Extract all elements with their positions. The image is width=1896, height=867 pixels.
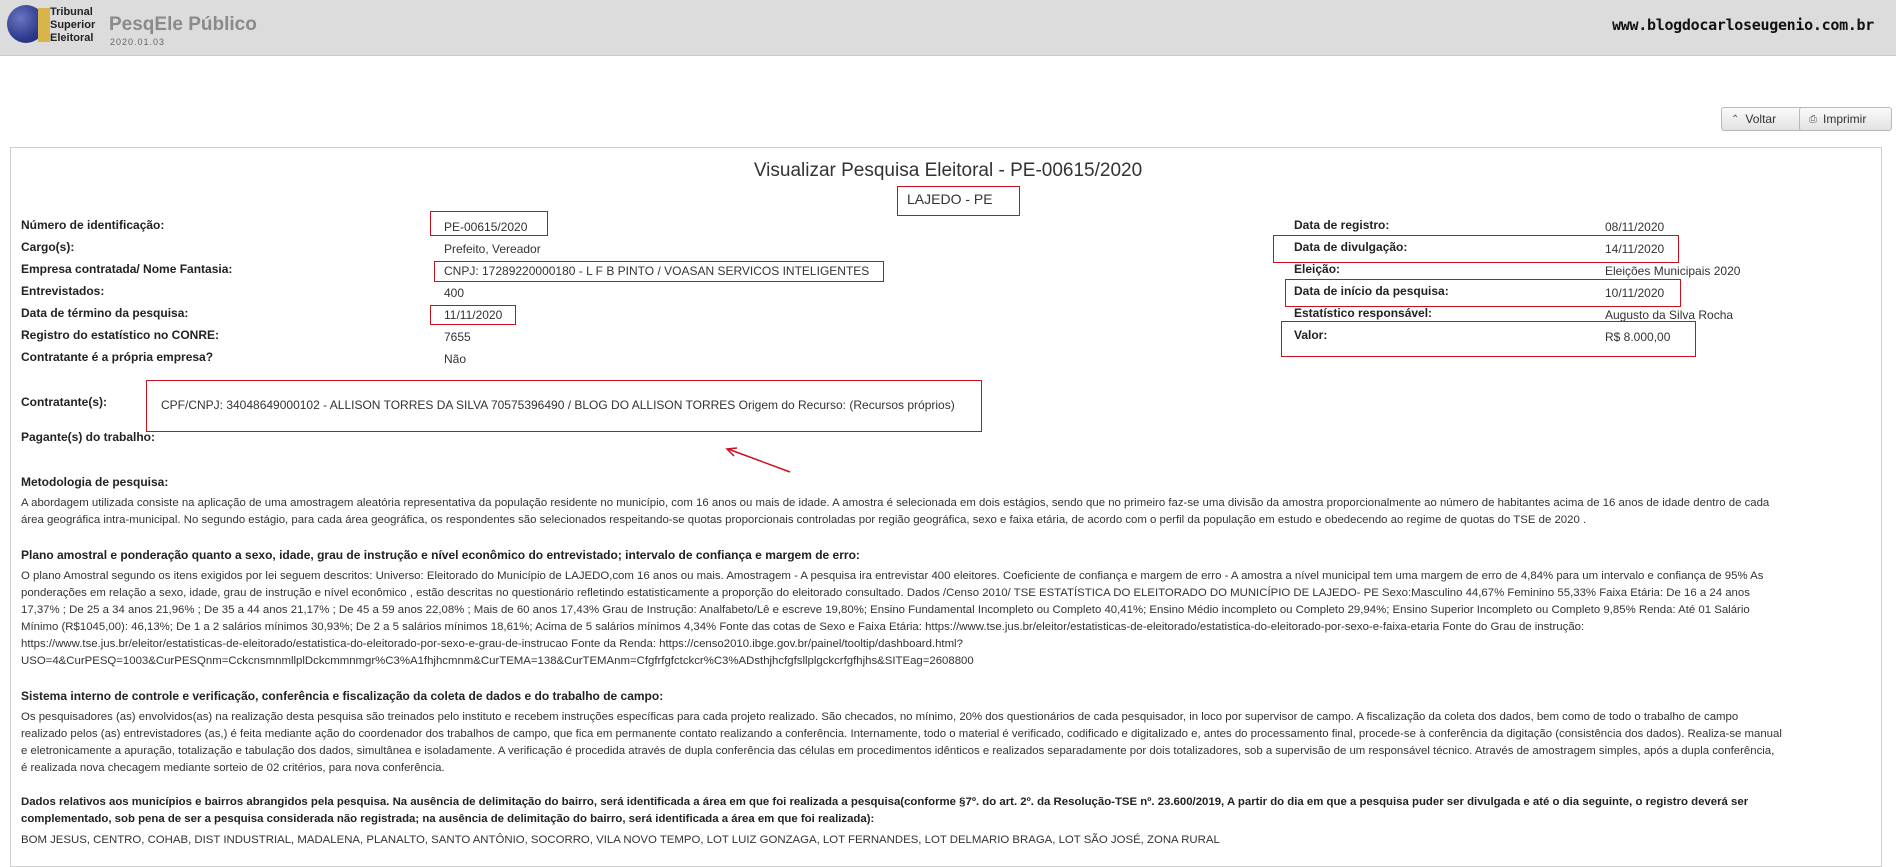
city-label: LAJEDO - PE: [897, 186, 1020, 216]
highlight-box-data-termino: [430, 305, 516, 325]
text-line: Mínimo (R$1045,00): 46,13%; De 1 a 2 salários mínimos 30,93%; De 2 a 5 salários mínimos 18,61%; Acima de 5 salários mínimos 4,34% Fonte das cotas de Sexo e Faixa Etária: https://www.tse.jus.br/eleitor/estatisticas-de-eleitorado/estatistica-do-eleitorado-por-sexo-e-faixa-etaria Fonte do Grau de instrução:: [21, 621, 1585, 633]
field-label-eleicao: Eleição:: [1294, 262, 1341, 276]
text-line: A abordagem utilizada consiste na aplicação de uma amostragem aleatória representativa da população residente no município, com 16 anos ou mais de idade. A amostra é selecionada em dois estágios, sendo que no primeiro faz-se uma divisão da amostra proporcionalmente ao número de habitantes acima de 16 anos de idade dentro de cada: [21, 497, 1770, 509]
text-line: complementado, sob pena de ser a pesquisa considerada não registrada; na ausência de delimitação do bairro, será identificada a área em que foi realizada):: [21, 813, 875, 825]
text-line: Dados relativos aos municípios e bairros abrangidos pela pesquisa. Na ausência de delimitação do bairro, será identificada a área em que foi realizada a pesquisa(conforme §7º. do art. 2º. da Resolução-TSE nº. 23.600/2019, A partir do dia em que a pesquisa puder ser divulgada e até o dia seguinte, o registro deverá ser: [21, 796, 1749, 808]
app-version: 2020.01.03: [110, 37, 166, 47]
field-value-contratante-propria: Não: [444, 352, 467, 366]
text-line: área geográfica intra-municipal. No segundo estágio, para cada área geográfica, os respondentes são selecionados respeitando-se quotas proporcionais controladas por região geográfica, sexo e faixa etária, de acordo com o perfil da população em estudo e obedecendo ao regime de quotas do TSE de 2020 .: [21, 514, 1587, 526]
highlight-box-data-divulgacao: [1273, 235, 1679, 263]
field-label-data-registro: Data de registro:: [1294, 218, 1390, 232]
top-header: [0, 0, 1896, 56]
section-text-plano-amostral: [21, 568, 1877, 670]
text-line: realizado pelos (as) entrevistadores (as,) é feita mediante ação do coordenador dos trabalhos de campo, que fica em permanente contato realizando a conferência. Internamente, todo o material é verificado, codificado e digitalizado e, antes do processamento final, procede-se à conferência da digitação (consistência dos dados). Realiza-se manual: [21, 728, 1782, 740]
printer-icon: ⎙: [1809, 113, 1817, 125]
field-value-cargos: Prefeito, Vereador: [444, 242, 541, 256]
field-value-id: PE-00615/2020: [444, 220, 528, 234]
field-label-valor: Valor:: [1294, 328, 1328, 342]
back-button-label: Voltar: [1745, 112, 1777, 126]
chevron-up-icon: ⌃: [1731, 113, 1740, 125]
logo-line: Superior: [50, 19, 96, 31]
text-line: é realizada nova checagem mediante sorteio de 02 critérios, para nova conferência.: [21, 762, 445, 774]
field-label-data-divulgacao: Data de divulgação:: [1294, 240, 1408, 254]
app-title[interactable]: PesqEle Público: [109, 14, 257, 35]
field-label-cargos: Cargo(s):: [21, 240, 75, 254]
logo-line: Tribunal: [50, 6, 93, 18]
field-value-empresa: CNPJ: 17289220000180 - L F B PINTO / VOASAN SERVICOS INTELIGENTES: [444, 264, 870, 278]
text-line: ponderações em relação a sexo, idade, grau de instrução e nível econômico , estão descritas no questionário refletindo estatisticamente a proporção do eleitorado consultado. Dados /Censo 2010/ TSE ESTATÍSTICA DO ELEITORADO DO MUNICÍPIO DE LAJEDO- PE Sexo:Masculino 44,67% Feminino 55,33% Faixa Etária: De 16 a 24 anos: [21, 587, 1750, 599]
pagantes-label: Pagante(s) do trabalho:: [21, 430, 156, 444]
field-label-data-termino: Data de término da pesquisa:: [21, 306, 189, 320]
contratantes-value: CPF/CNPJ: 34048649000102 - ALLISON TORRES DA SILVA 70575396490 / BLOG DO ALLISON TORRES Origem do Recurso: (Recursos próprios): [161, 398, 955, 412]
field-label-estatistico: Estatístico responsável:: [1294, 306, 1433, 320]
field-value-data-registro: 08/11/2020: [1605, 220, 1665, 234]
highlight-box-id: [430, 211, 548, 236]
back-button[interactable]: [1721, 107, 1810, 131]
section-text-metodologia: [21, 495, 1877, 529]
field-value-conre: 7655: [444, 330, 471, 344]
section-text-controle: [21, 709, 1877, 777]
section-title-controle: Sistema interno de controle e verificação, conferência e fiscalização da coleta de dados e do trabalho de campo:: [21, 689, 664, 703]
text-line: 17,37% ; De 25 a 34 anos 21,96% ; De 35 a 44 anos 21,17% ; De 45 a 59 anos 22,08% ; Mais de 60 anos 17,43% Grau de Instrução: Analfabeto/Lê e escreve 19,80%; Ensino Fundamental Incompleto ou Completo 40,41%; Ensino Médio incompleto ou Completo 29,94%; Ensino Superior Incompleto ou Completo 9,85% Renda: Até 01 Salário: [21, 604, 1750, 616]
highlight-box-empresa: [434, 261, 884, 282]
text-line: e eletronicamente a apuração, totalização e tabulação dos dados, simultânea e isoladamente. A verificação é procedida através de dupla conferência das células em procedimentos idênticos e realizados separadamente por dois totalizadores, sob a supervisão de um responsável técnico. Através de amostragem simples, após a dupla conferência,: [21, 745, 1775, 757]
field-value-estatistico: Augusto da Silva Rocha: [1605, 308, 1734, 322]
field-label-data-inicio: Data de início da pesquisa:: [1294, 284, 1449, 298]
text-line: Os pesquisadores (as) envolvidos(as) na realização desta pesquisa são treinados pelo instituto e recebem instruções específicas para cada projeto realizado. São checados, no mínimo, 20% dos questionários de cada pesquisador, in loco por supervisor de campo. A fiscalização da coleta dos dados, bem como de todo o trabalho de campo: [21, 711, 1739, 723]
watermark: www.blogdocarloseugenio.com.br: [1612, 16, 1874, 34]
print-button[interactable]: [1799, 107, 1892, 131]
highlight-box-valor: [1281, 321, 1696, 357]
field-value-entrevistados: 400: [444, 286, 465, 300]
tse-logo-stripe: [38, 8, 50, 42]
field-label-empresa: Empresa contratada/ Nome Fantasia:: [21, 262, 233, 276]
text-line: https://www.tse.jus.br/eleitor/estatisticas-de-eleitorado/estatistica-do-eleitorado-por-sexo-e-grau-de-instrucao Fonte da Renda: https://censo2010.ibge.gov.br/painel/tooltip/dashboard.html?: [21, 638, 963, 650]
tse-logo-text: [50, 6, 95, 45]
annotation-arrow-icon: [722, 445, 794, 475]
field-value-data-termino: 11/11/2020: [444, 308, 503, 322]
field-value-data-divulgacao: 14/11/2020: [1605, 242, 1665, 256]
field-label-contratante-propria: Contratante é a própria empresa?: [21, 350, 214, 364]
field-label-conre: Registro do estatístico no CONRE:: [21, 328, 220, 342]
text-line: BOM JESUS, CENTRO, COHAB, DIST INDUSTRIAL, MADALENA, PLANALTO, SANTO ANTÔNIO, SOCORRO, VILA NOVO TEMPO, LOT LUIZ GONZAGA, LOT FERNANDES, LOT DELMARIO BRAGA, LOT SÃO JOSÉ, ZONA RURAL: [21, 834, 1220, 846]
section-title-plano-amostral: Plano amostral e ponderação quanto a sexo, idade, grau de instrução e nível econômico do entrevistado; intervalo de confiança e margem de erro:: [21, 548, 860, 562]
highlight-box-contratantes: [146, 380, 982, 432]
section-text-bairros: [21, 832, 1877, 849]
section-title-metodologia: Metodologia de pesquisa:: [21, 475, 169, 489]
field-value-data-inicio: 10/11/2020: [1605, 286, 1665, 300]
field-label-id: Número de identificação:: [21, 218, 165, 232]
print-button-label: Imprimir: [1823, 112, 1867, 126]
text-line: USO=4&CurPESQ=1003&CurPESQnm=CckcnsmnmllplDckcmmnmgr%C3%A1fhjhcmnm&CurTEMA=138&CurTEMAnm=Cfgfrfgfctckcr%C3%ADsthjhcfgfsllplgckcrfgfhjhs&SITEag=2608800: [21, 655, 974, 667]
contratantes-label: Contratante(s):: [21, 395, 107, 409]
text-line: O plano Amostral segundo os itens exigidos por lei seguem descritos: Universo: Eleitorado do Município de LAJEDO,com 16 anos ou mais. Amostragem - A pesquisa ira entrevistar 400 eleitores. Coeficiente de confiança e margem de erro - A amostra a nível municipal tem uma margem de erro de 4,84% para um intervalo e confiança de 95% As: [21, 570, 1764, 582]
field-value-eleicao: Eleições Municipais 2020: [1605, 264, 1741, 278]
section-title-bairros: [21, 794, 1877, 828]
page-title: Visualizar Pesquisa Eleitoral - PE-00615/2020: [753, 160, 1143, 181]
field-value-valor: R$ 8.000,00: [1605, 330, 1671, 344]
highlight-box-data-inicio: [1285, 279, 1681, 307]
logo-line: Eleitoral: [50, 32, 94, 44]
field-label-entrevistados: Entrevistados:: [21, 284, 105, 298]
